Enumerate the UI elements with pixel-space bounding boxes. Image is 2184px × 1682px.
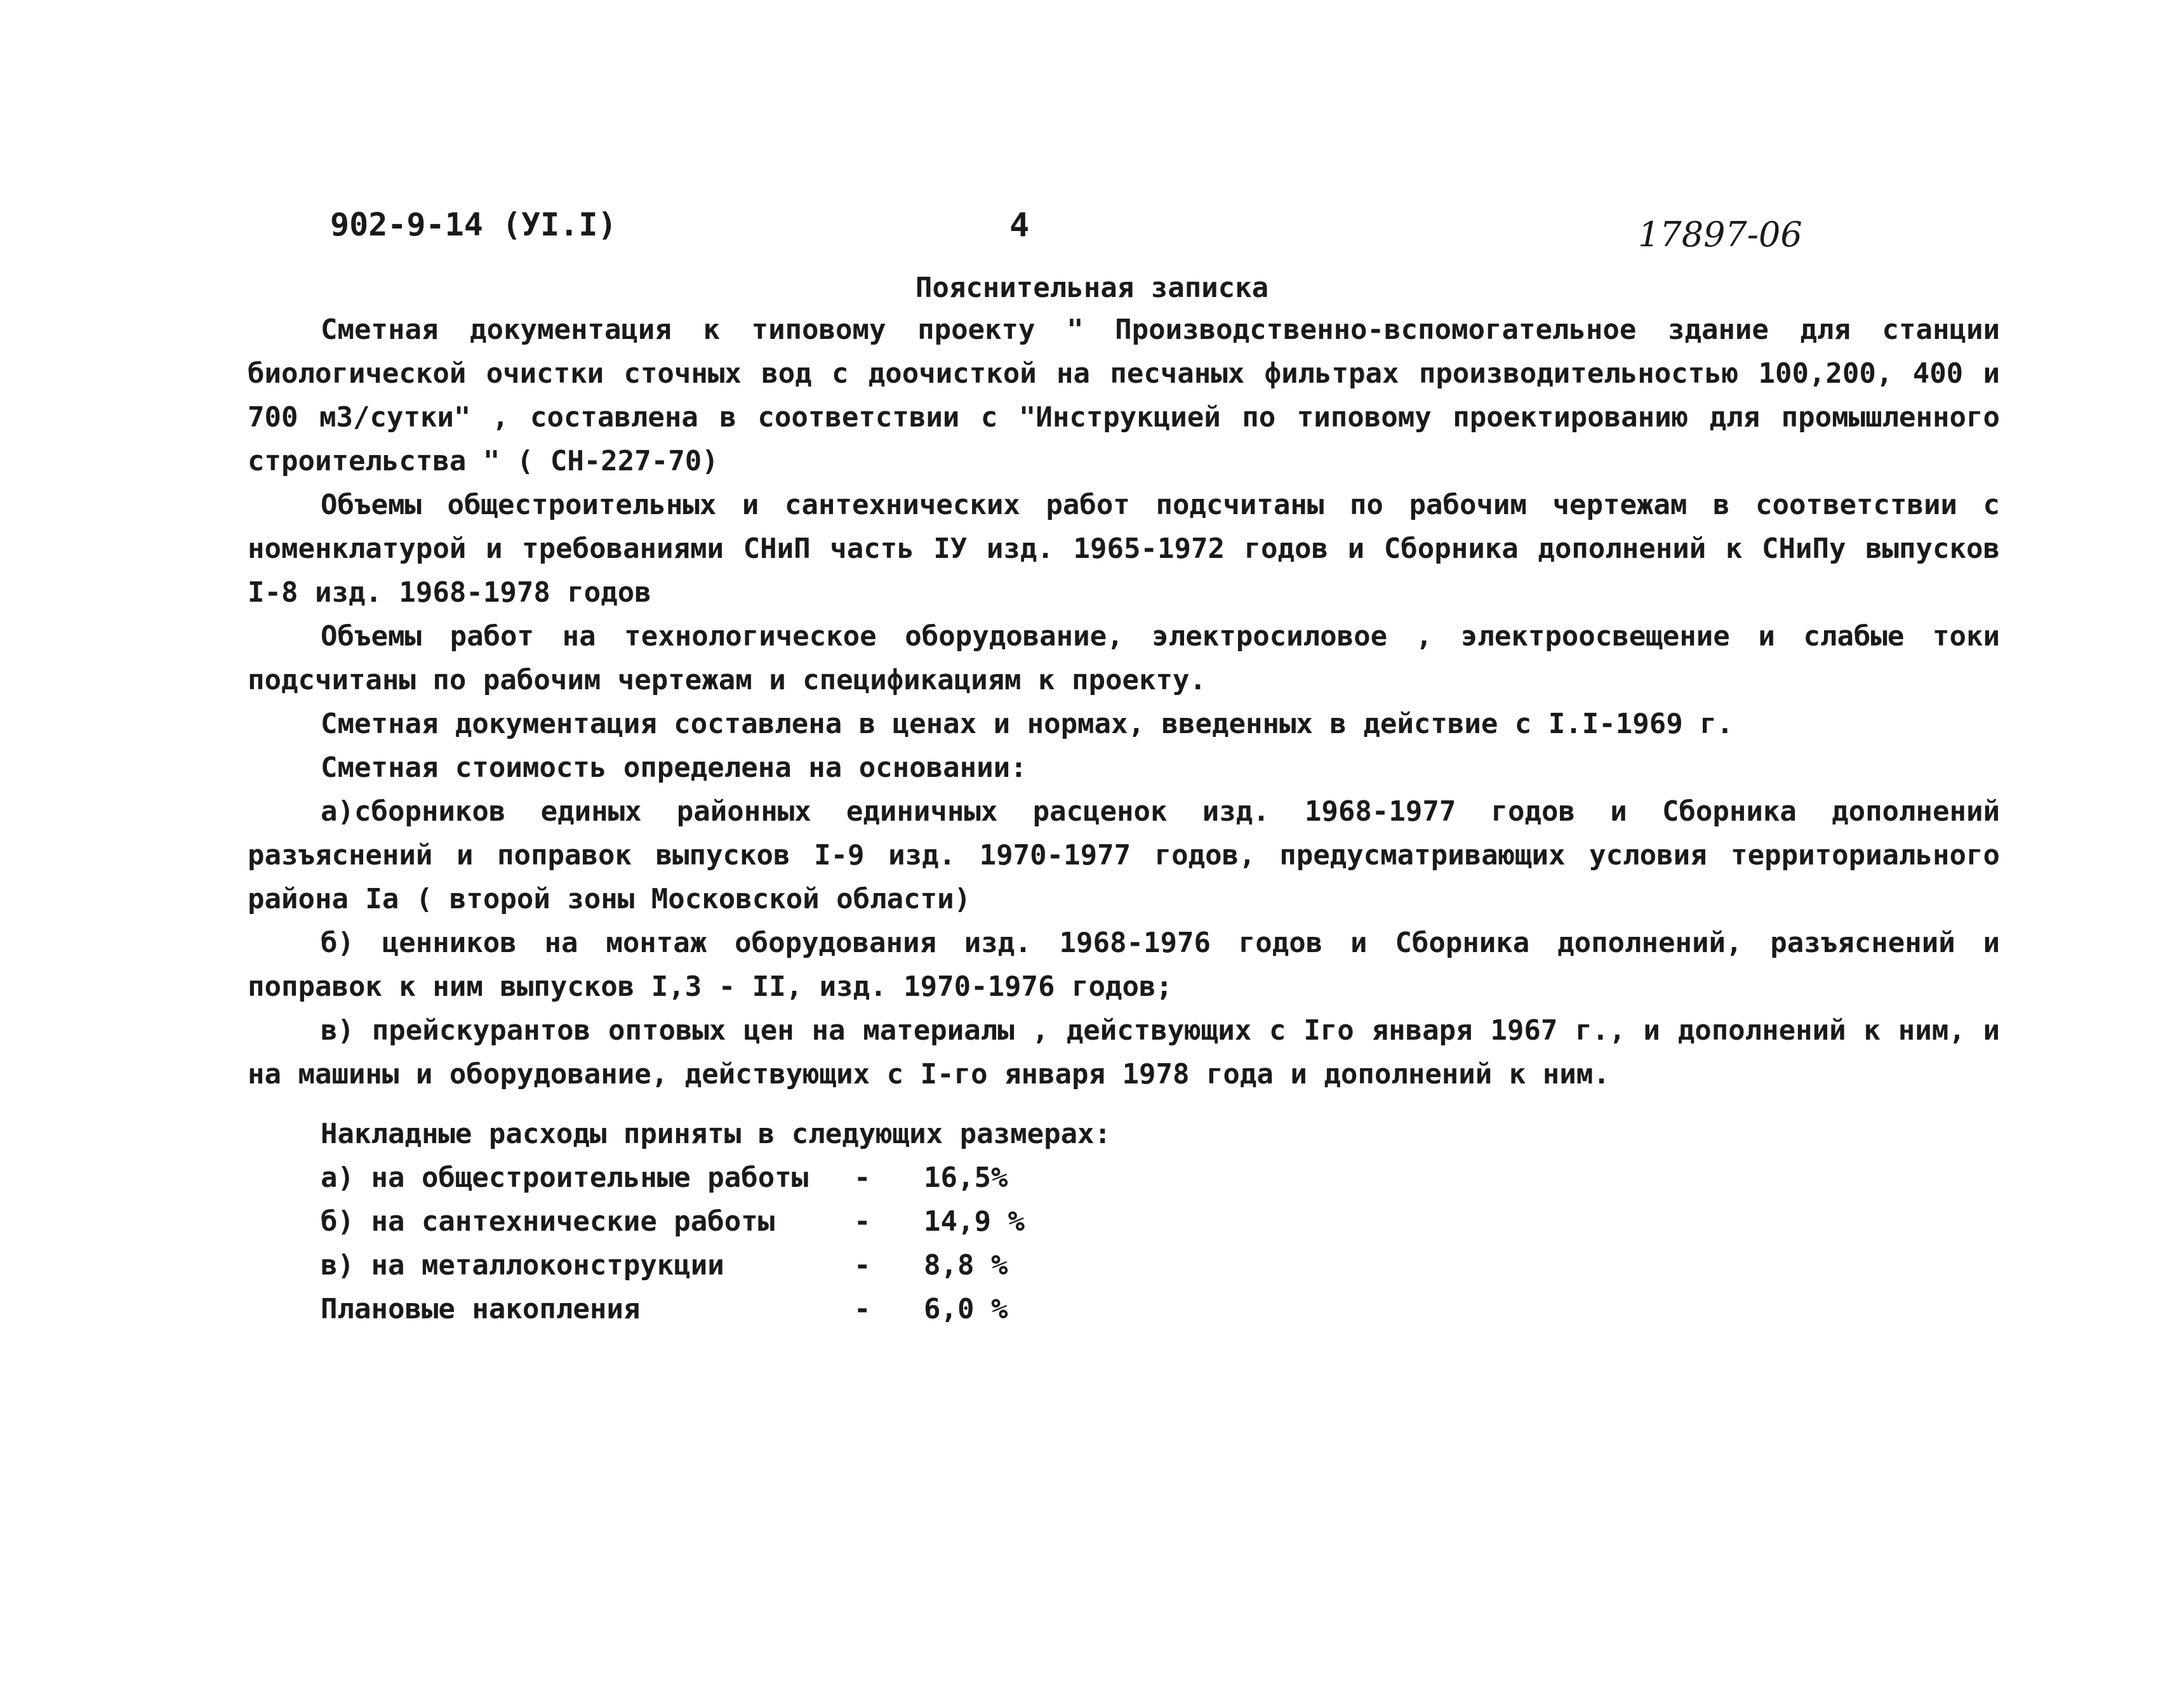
paragraph-cost-basis: Сметная стоимость определена на основании: (321, 752, 1027, 784)
section-gap (248, 1096, 2000, 1112)
overhead-row (248, 1287, 2000, 1331)
overhead-label: в) на металлоконструкции (321, 1249, 724, 1281)
overhead-value: 14,9 % (924, 1205, 1025, 1238)
overhead-label: Плановые накопления (321, 1293, 641, 1325)
paragraph-volumes-construction: Объемы общестроительных и сантехнических работ подсчитаны по рабочим чертежам в соответствии с номенклатурой и требованиями СНиП часть IУ изд. 1965-1972 годов и Сборника дополнений к СНиПу выпусков I-8 изд. 1968-1978 годов (248, 489, 2000, 609)
overhead-dash: - (854, 1293, 871, 1325)
overhead-value: 8,8 % (924, 1249, 1008, 1281)
paragraph-intro: Сметная документация к типовому проекту " Производственно-вспомогательное здание для станции биологической очистки сточных вод с доочисткой на песчаных фильтрах производительностью 100,200, 400 и 700 м3/сутки" , составлена в соответствии с "Инструкцией по типовому проектированию для промышленного строительства " ( СН-227-70) (248, 314, 2000, 477)
overhead-row (248, 1243, 2000, 1287)
overhead-label: б) на сантехнические работы (321, 1205, 775, 1238)
inventory-number: 17897-06 (1638, 215, 1802, 255)
paragraph-item-c: в) прейскурантов оптовых цен на материалы , действующих с Iго января 1967 г., и дополнений к ним, и на машины и оборудование, действующих с I-го января 1978 года и дополнений к ним. (248, 1014, 2000, 1090)
paragraph-prices: Сметная документация составлена в ценах и нормах, введенных в действие с I.I-1969 г. (321, 708, 1734, 740)
overhead-dash: - (854, 1249, 871, 1281)
overhead-label: а) на общестроительные работы (321, 1162, 809, 1194)
document-code: 902-9-14 (УI.I) (330, 206, 617, 243)
overhead-row (248, 1156, 2000, 1200)
paragraph-item-a: а)сборников единых районных единичных расценок изд. 1968-1977 годов и Сборника дополнений разъяснений и поправок выпусков I-9 изд. 1970-1977 годов, предусматривающих условия территориального района Iа ( второй зоны Московской области) (248, 795, 2000, 915)
page-title: Пояснительная записка (915, 272, 1269, 304)
overhead-dash: - (854, 1205, 871, 1238)
overhead-value: 16,5% (924, 1162, 1008, 1194)
page-number: 4 (1009, 206, 1030, 244)
overhead-dash: - (854, 1162, 871, 1194)
overhead-value: 6,0 % (924, 1293, 1008, 1325)
paragraph-item-b: б) ценников на монтаж оборудования изд. 1968-1976 годов и Сборника дополнений, разъяснений и поправок к ним выпусков I,3 - II, изд. 1970-1976 годов; (248, 927, 2000, 1003)
paragraph-volumes-equipment: Объемы работ на технологическое оборудование, электросиловое , электроосвещение и слабые токи подсчитаны по рабочим чертежам и спецификациям к проекту. (248, 620, 2000, 696)
overhead-heading: Накладные расходы приняты в следующих размерах: (321, 1118, 1112, 1150)
overhead-row (248, 1200, 2000, 1243)
document-body (248, 308, 2000, 1331)
